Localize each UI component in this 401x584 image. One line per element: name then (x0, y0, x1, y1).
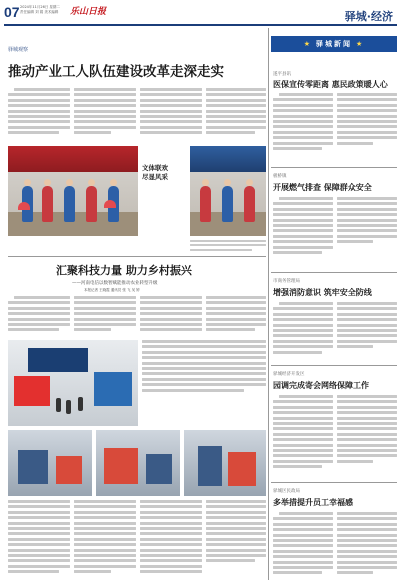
page-number: 07 (4, 4, 20, 20)
exhibition-booth (14, 376, 50, 406)
exhibition-booth (94, 372, 132, 406)
expo-photo-3 (96, 430, 180, 496)
expo-photo-2 (8, 430, 92, 496)
lead-column-4 (206, 88, 266, 140)
story-headline: 医保宣传零距离 惠民政策暖人心 (273, 80, 388, 89)
right-news-column (271, 27, 397, 580)
section-divider (8, 256, 266, 257)
masthead-rule (4, 24, 397, 26)
story-body (273, 197, 333, 267)
story-body (337, 93, 397, 155)
display-screen (28, 348, 88, 372)
expo-photo-4 (184, 430, 266, 496)
expo-column-9 (206, 500, 266, 578)
lead-kicker: 驿城观察 (8, 47, 29, 53)
performance-photo (8, 146, 138, 236)
expo-column-3 (140, 296, 202, 336)
stage-curtain (8, 146, 138, 172)
expo-column-2 (74, 296, 136, 336)
story-kicker: 驿城经济开发区 (273, 372, 305, 377)
editor-credits: 责任编辑 刘 娟 美术编辑 (20, 10, 59, 14)
expo-column-6 (8, 500, 70, 578)
star-icon: ★ (356, 40, 365, 48)
column-divider (268, 28, 269, 580)
story-headline: 开展燃气排查 保障群众安全 (273, 183, 372, 192)
visitor (56, 398, 61, 412)
performer (64, 186, 75, 222)
performer (244, 186, 255, 222)
expo-column-1 (8, 296, 70, 336)
story-headline: 增强消防意识 筑牢安全防线 (273, 288, 372, 297)
story-headline: 多举措提升员工幸福感 (273, 498, 353, 507)
star-icon: ★ (303, 40, 312, 48)
story-body (273, 302, 333, 360)
story-body (273, 93, 333, 155)
expo-column-7 (74, 500, 136, 578)
expo-hall-photo (8, 340, 138, 426)
performer (222, 186, 233, 222)
banner-label: 驿城新闻 (316, 40, 352, 48)
story-body (337, 512, 397, 578)
expo-byline: 本报记者 王晓霞 通讯员 张 飞 吴 婷 (84, 288, 140, 292)
date-line (20, 5, 60, 15)
photo-feature-title (142, 164, 186, 190)
news-banner (271, 36, 397, 52)
expo-headline: 汇聚科技力量 助力乡村振兴 (56, 264, 192, 277)
lead-column-3 (140, 88, 202, 140)
story-kicker: 驿城区民政局 (273, 489, 300, 494)
photo-feature-title-line-1: 文体联欢 (142, 164, 168, 172)
visitor (78, 397, 83, 411)
story-body (337, 197, 397, 267)
issue-date: 2024年11月26日 星期二 (20, 5, 60, 9)
expo-subheadline: ——河南电信以数智赋能推动农业转型升级 (72, 281, 158, 286)
photo-caption (190, 240, 266, 252)
lead-column-2 (74, 88, 136, 140)
story-kicker: 市商务管理局 (273, 279, 300, 284)
performance-photo-2 (190, 146, 266, 236)
story-body (273, 512, 333, 578)
performer (42, 186, 53, 222)
dance-fan (18, 202, 30, 210)
story-headline: 园调完成寄会网络保障工作 (273, 381, 369, 390)
performer (200, 186, 211, 222)
section-title: 驿城·经济 (344, 10, 393, 23)
story-body (273, 395, 333, 475)
expo-column-8 (140, 500, 202, 578)
lead-column-1 (8, 88, 70, 140)
expo-column-4 (206, 296, 266, 336)
story-body (337, 302, 397, 360)
photo-feature-title-line-2: 尽显风采 (142, 173, 168, 181)
performer (86, 186, 97, 222)
story-kicker: 板桥镇 (273, 174, 287, 179)
lead-headline: 推动产业工人队伍建设改革走深走实 (8, 64, 224, 80)
story-body (337, 395, 397, 475)
expo-column-5 (142, 340, 266, 396)
story-kicker: 遂平县讯 (273, 72, 291, 77)
newspaper-logo: 乐山日报 (70, 7, 107, 17)
visitor (66, 400, 71, 414)
dance-fan (104, 200, 116, 208)
